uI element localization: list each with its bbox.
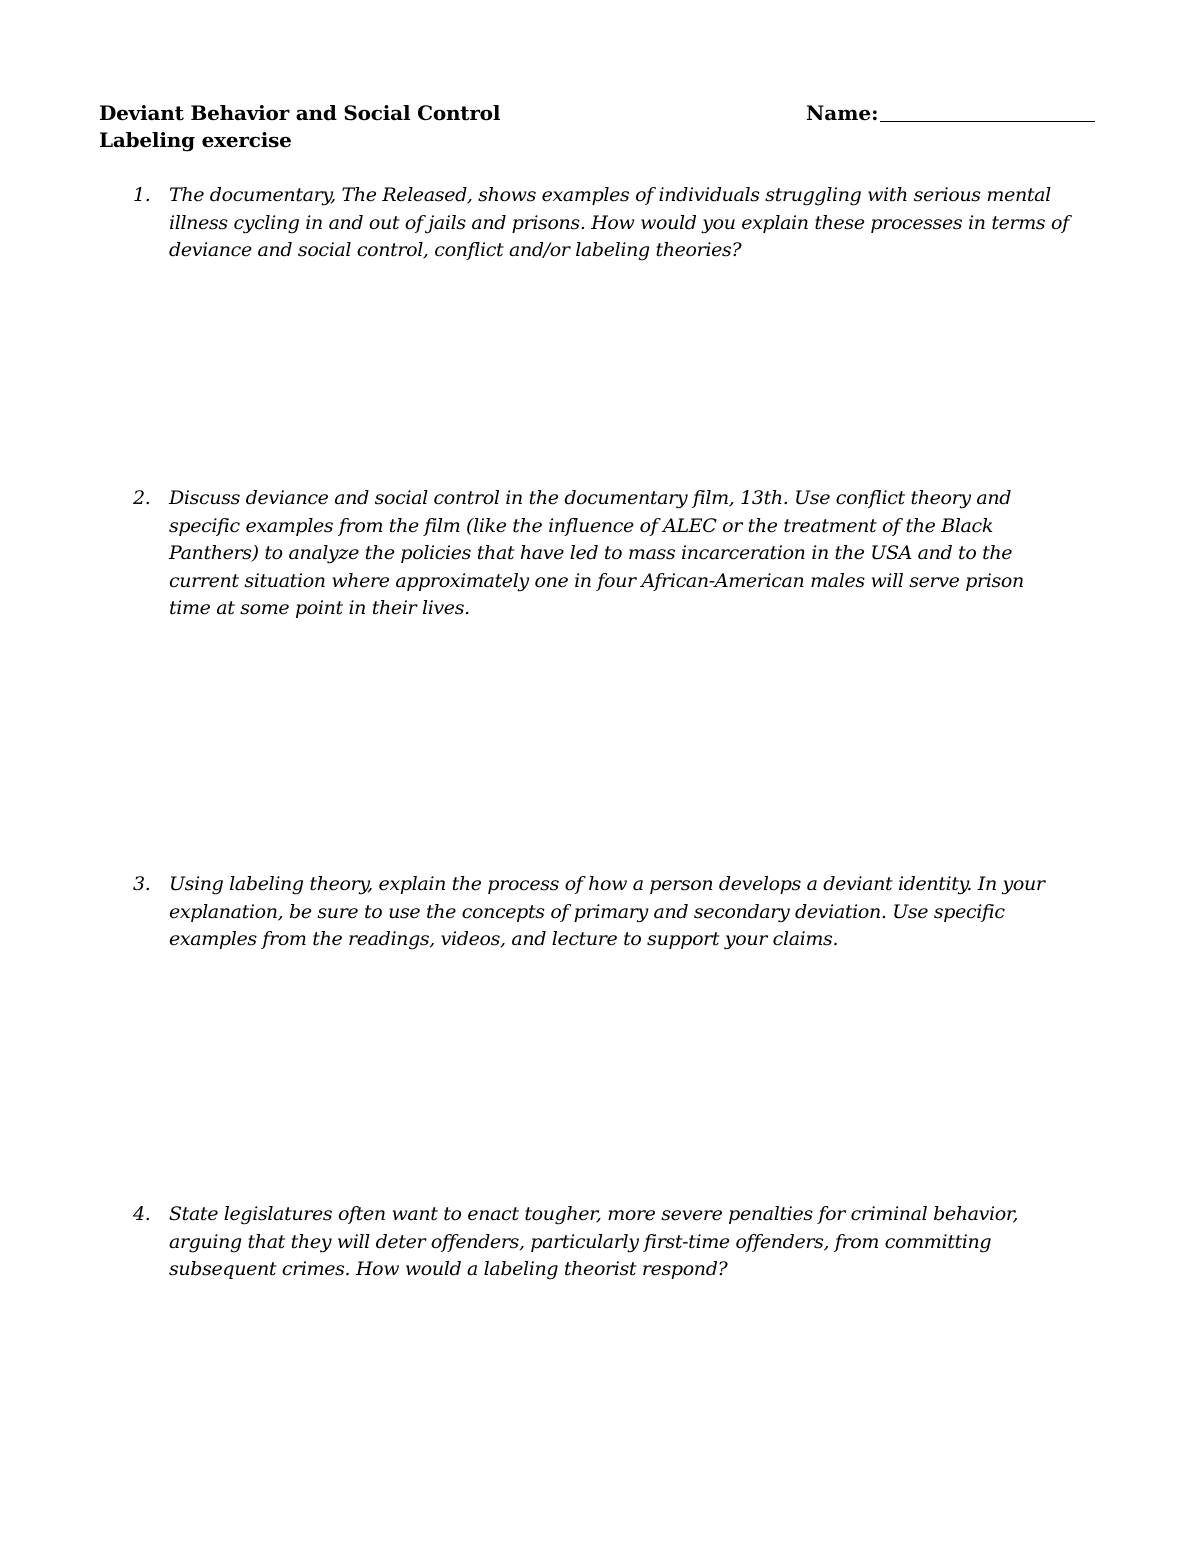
question-line: time at some point in their lives.	[169, 597, 470, 619]
question-line: Using labeling theory, explain the process of how a person develops a deviant identity. In your	[169, 873, 1045, 895]
question-text	[169, 871, 1123, 954]
question-line: explanation, be sure to use the concepts of primary and secondary deviation. Use specific	[169, 900, 1005, 923]
question-line: deviance and social control, conflict and/or labeling theories?	[169, 239, 742, 261]
question-line: specific examples from the film (like the influence of ALEC or the treatment of the Black	[169, 514, 993, 537]
question-1	[133, 182, 1123, 265]
question-text	[169, 1201, 1123, 1284]
question-number: 2.	[133, 487, 151, 509]
question-number: 1.	[133, 184, 151, 206]
question-line: current situation where approximately one in four African-American males will serve prison	[169, 569, 1024, 592]
question-line: arguing that they will deter offenders, particularly first-time offenders, from committing	[169, 1230, 992, 1253]
question-line: illness cycling in and out of jails and prisons. How would you explain these processes in terms of	[169, 211, 1069, 234]
question-line: Discuss deviance and social control in the documentary film, 13th. Use conflict theory and	[169, 487, 1012, 509]
question-line: subsequent crimes. How would a labeling theorist respond?	[169, 1258, 728, 1280]
name-blank-line[interactable]	[880, 121, 1095, 122]
document-title: Deviant Behavior and Social Control	[99, 101, 501, 125]
document-header	[99, 100, 659, 154]
question-text	[169, 182, 1123, 265]
question-4	[133, 1201, 1123, 1284]
name-label: Name:	[806, 101, 879, 125]
question-line: examples from the readings, videos, and lecture to support your claims.	[169, 928, 839, 950]
question-number: 3.	[133, 873, 151, 895]
question-2	[133, 485, 1123, 623]
question-line: The documentary, The Released, shows examples of individuals struggling with serious mental	[169, 184, 1051, 206]
document-subtitle: Labeling exercise	[99, 128, 292, 152]
question-3	[133, 871, 1123, 954]
question-line: Panthers) to analyze the policies that have led to mass incarceration in the USA and to the	[169, 542, 1013, 564]
name-field	[806, 100, 1095, 127]
question-text	[169, 485, 1123, 623]
question-line: State legislatures often want to enact tougher, more severe penalties for criminal behavior,	[169, 1203, 1019, 1225]
question-number: 4.	[133, 1203, 151, 1225]
